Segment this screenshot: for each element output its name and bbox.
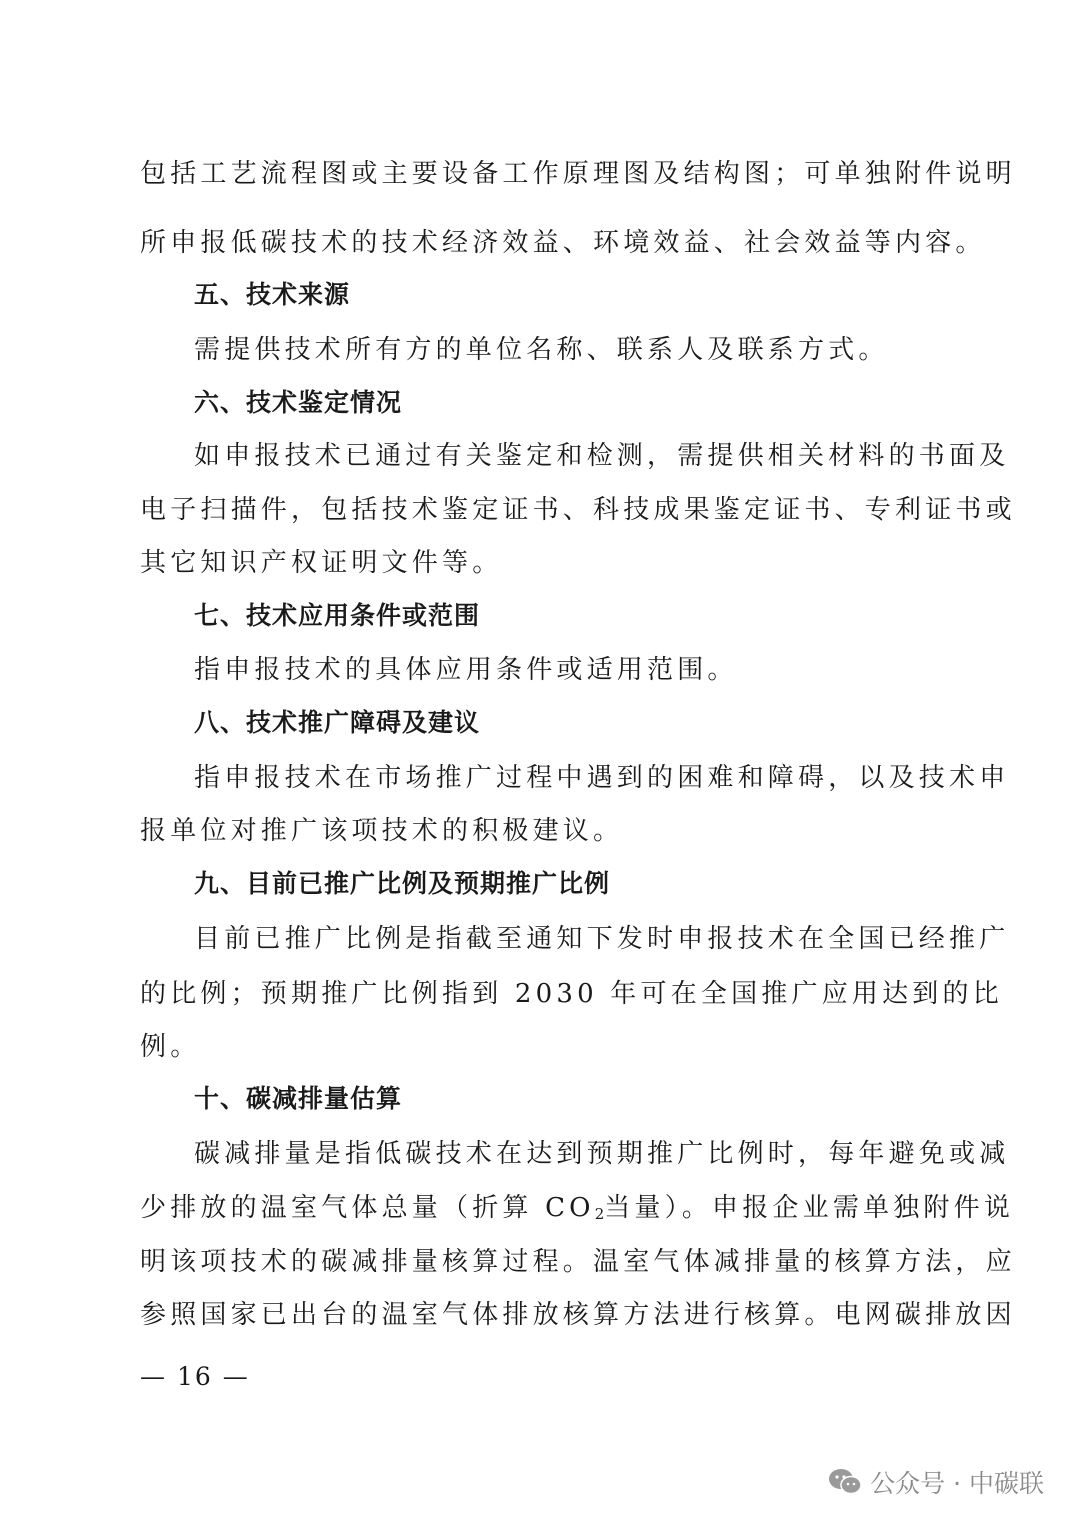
paragraph-line: 报单位对推广该项技术的积极建议。 (140, 816, 624, 846)
section-heading: 十、碳减排量估算 (194, 1084, 403, 1113)
paragraph-line: 所申报低碳技术的技术经济效益、环境效益、社会效益等内容。 (140, 228, 986, 258)
watermark (828, 1464, 1044, 1500)
paragraph-line: 例。 (140, 1032, 201, 1062)
paragraph-line: 的比例；预期推广比例指到 2030 年可在全国推广应用达到的比 (140, 979, 1003, 1009)
section-heading: 九、目前已推广比例及预期推广比例 (194, 869, 611, 898)
paragraph-line: 其它知识产权证明文件等。 (140, 548, 503, 578)
paragraph-line: 明该项技术的碳减排量核算过程。温室气体减排量的核算方法，应 (140, 1247, 1016, 1277)
paragraph-line: 参照国家已出台的温室气体排放核算方法进行核算。电网碳排放因 (140, 1300, 1016, 1330)
paragraph-line: 碳减排量是指低碳技术在达到预期推广比例时，每年避免或减 (194, 1139, 1010, 1169)
watermark-text: 公众号 · 中碳联 (870, 1469, 1044, 1498)
paragraph-line: 指申报技术在市场推广过程中遇到的困难和障碍，以及技术申 (194, 763, 1010, 793)
line-text: 少排放的温室气体总量（折算 CO (140, 1193, 595, 1223)
paragraph-line: 包括工艺流程图或主要设备工作原理图及结构图；可单独附件说明 (140, 159, 1016, 189)
section-heading: 八、技术推广障碍及建议 (194, 708, 481, 737)
paragraph-line: 目前已推广比例是指截至通知下发时申报技术在全国已经推广 (194, 924, 1010, 954)
paragraph-line: 指申报技术的具体应用条件或适用范围。 (194, 655, 738, 685)
section-heading: 七、技术应用条件或范围 (194, 601, 481, 630)
subscript-2: 2 (594, 1205, 605, 1223)
paragraph-line: 如申报技术已通过有关鉴定和检测，需提供相关材料的书面及 (194, 441, 1010, 471)
section-heading: 五、技术来源 (194, 280, 351, 309)
section-heading: 六、技术鉴定情况 (194, 388, 403, 417)
line-text: 当量）。申报企业需单独附件说 (604, 1193, 1015, 1223)
paragraph-line: 需提供技术所有方的单位名称、联系人及联系方式。 (194, 335, 889, 365)
paragraph-line: 电子扫描件，包括技术鉴定证书、科技成果鉴定证书、专利证书或 (140, 495, 1016, 525)
paragraph-line (140, 1193, 1015, 1229)
wechat-icon (828, 1468, 862, 1496)
page-number: — 16 — (140, 1362, 250, 1391)
